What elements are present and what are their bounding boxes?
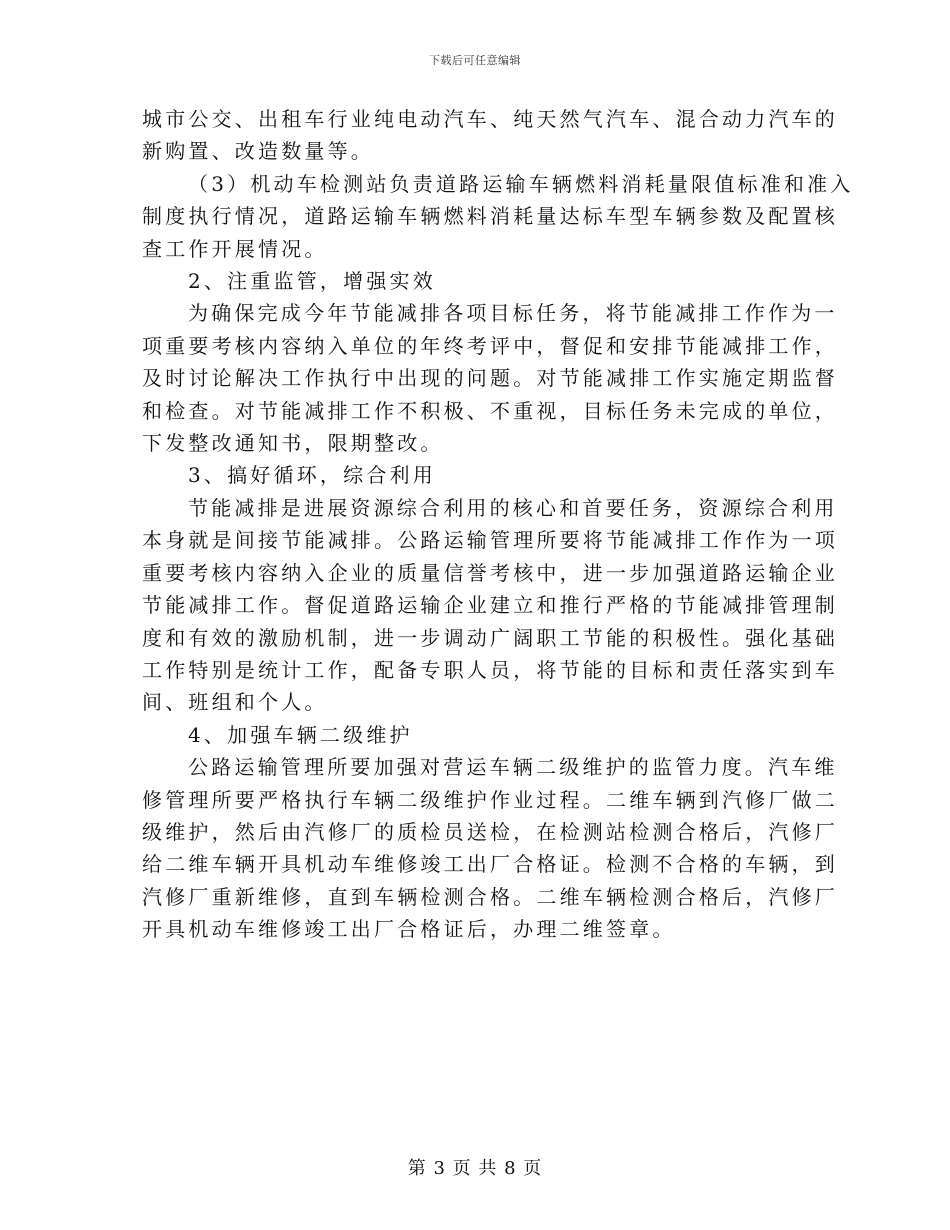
- body-line: 重要考核内容纳入企业的质量信誉考核中，进一步加强道路运输企业: [142, 560, 838, 585]
- body-line: 及时讨论解决工作执行中出现的问题。对节能减排工作实施定期监督: [142, 366, 838, 391]
- body-line: 下发整改通知书，限期整改。: [142, 431, 444, 456]
- body-line: 汽修厂重新维修，直到车辆检测合格。二维车辆检测合格后，汽修厂: [142, 884, 838, 909]
- body-line: 级维护，然后由汽修厂的质检员送检，在检测站检测合格后，汽修厂: [142, 819, 838, 844]
- body-line: （3）机动车检测站负责道路运输车辆燃料消耗量限值标准和准入: [188, 171, 854, 196]
- page-header: 下载后可任意编辑: [429, 54, 521, 67]
- body-line: 给二维车辆开具机动车维修竣工出厂合格证。检测不合格的车辆，到: [142, 852, 838, 877]
- body-line: 项重要考核内容纳入单位的年终考评中，督促和安排节能减排工作，: [142, 333, 838, 358]
- body-line: 开具机动车维修竣工出厂合格证后，办理二维签章。: [142, 917, 676, 942]
- body-line: 工作特别是统计工作，配备专职人员，将节能的目标和责任落实到车: [142, 657, 838, 682]
- body-line: 制度执行情况，道路运输车辆燃料消耗量达标车型车辆参数及配置核: [142, 204, 838, 229]
- body-line: 新购置、改造数量等。: [142, 139, 374, 164]
- section-heading: 4、加强车辆二级维护: [188, 722, 413, 747]
- body-line: 公路运输管理所要加强对营运车辆二级维护的监管力度。汽车维: [188, 755, 838, 780]
- body-line: 城市公交、出租车行业纯电动汽车、纯天然气汽车、混合动力汽车的: [142, 107, 838, 131]
- section-heading: 2、注重监管，增强实效: [188, 269, 436, 294]
- body-line: 查工作开展情况。: [142, 236, 328, 261]
- section-heading: 3、搞好循环，综合利用: [188, 463, 436, 488]
- body-line: 修管理所要严格执行车辆二级维护作业过程。二维车辆到汽修厂做二: [142, 787, 838, 812]
- body-line: 为确保完成今年节能减排各项目标任务，将节能减排工作作为一: [188, 301, 838, 326]
- body-line: 节能减排工作。督促道路运输企业建立和推行严格的节能减排管理制: [142, 593, 838, 618]
- body-line: 间、班组和个人。: [142, 690, 328, 715]
- body-line: 本身就是间接节能减排。公路运输管理所要将节能减排工作作为一项: [142, 528, 838, 553]
- page-number: 第 3 页 共 8 页: [407, 1158, 543, 1179]
- body-line: 节能减排是进展资源综合利用的核心和首要任务，资源综合利用: [188, 495, 838, 520]
- document-body: [142, 103, 854, 946]
- body-line: 度和有效的激励机制，进一步调动广阔职工节能的积极性。强化基础: [142, 625, 838, 650]
- body-line: 和检查。对节能减排工作不积极、不重视，目标任务未完成的单位，: [142, 398, 838, 423]
